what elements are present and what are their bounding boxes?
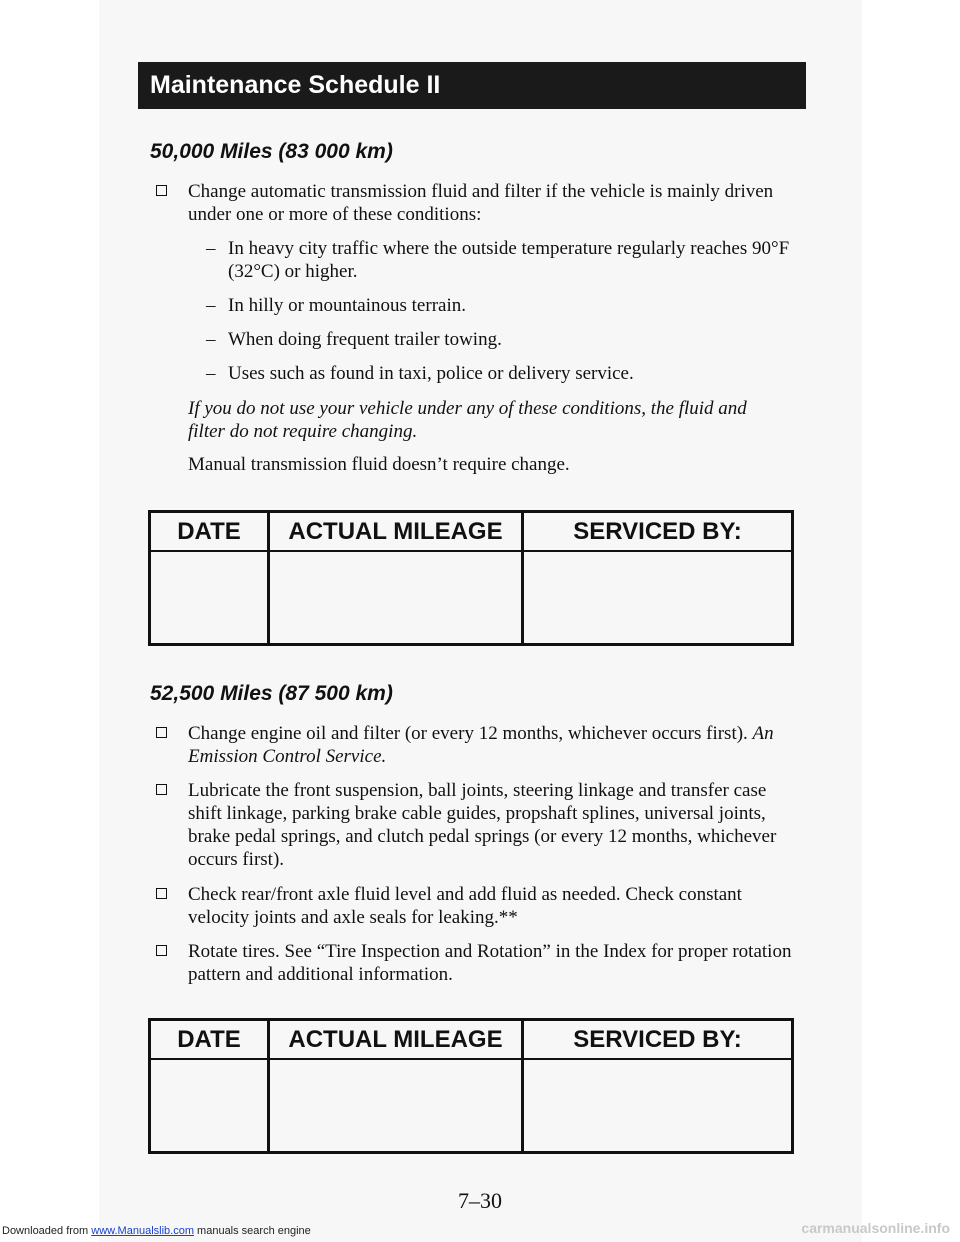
section-banner: Maintenance Schedule II <box>138 62 806 109</box>
dash-bullet: – <box>206 329 216 350</box>
table-row <box>151 552 791 643</box>
footer-prefix: Downloaded from <box>2 1225 89 1237</box>
table-header-row <box>151 1021 791 1060</box>
service-record-table <box>148 1018 794 1154</box>
date-cell[interactable] <box>151 1060 270 1151</box>
item-text: Change engine oil and filter (or every 12 months, whichever occurs first). <box>188 723 748 744</box>
checkbox-icon[interactable] <box>156 888 167 899</box>
table-header-row <box>151 513 791 552</box>
date-cell[interactable] <box>151 552 270 643</box>
condition-text: In heavy city traffic where the outside temperature regularly reaches 90°F (32°C) or higher. <box>228 238 790 282</box>
download-footer <box>2 1225 311 1237</box>
condition-text: In hilly or mountainous terrain. <box>228 295 466 316</box>
col-date: DATE <box>151 1021 270 1058</box>
item-text: Change automatic transmission fluid and filter if the vehicle is mainly driven under one or more of these conditions: <box>188 181 774 225</box>
condition-text: Uses such as found in taxi, police or delivery service. <box>228 363 634 384</box>
manual-transmission-note: Manual transmission fluid doesn’t require change. <box>188 454 570 475</box>
item-text: Rotate tires. See “Tire Inspection and Rotation” in the Index for proper rotation pattern and additional information. <box>188 941 792 985</box>
table-row <box>151 1060 791 1151</box>
item-text: Lubricate the front suspension, ball joints, steering linkage and transfer case shift linkage, parking brake cable guides, propshaft splines, universal joints, brake pedal springs, and clutch pedal springs (or every 12 months, whichever occurs first). <box>188 780 777 870</box>
dash-bullet: – <box>206 238 216 259</box>
col-actual-mileage: ACTUAL MILEAGE <box>270 513 524 550</box>
checkbox-icon[interactable] <box>156 945 167 956</box>
watermark: carmanualsonline.info <box>801 1220 950 1236</box>
footer-suffix: manuals search engine <box>197 1225 311 1237</box>
col-date: DATE <box>151 513 270 550</box>
page-number: 7–30 <box>458 1188 502 1213</box>
serviced-by-cell[interactable] <box>524 552 791 643</box>
interval-heading-50000: 50,000 Miles (83 000 km) <box>150 140 393 163</box>
service-record-table <box>148 510 794 646</box>
mileage-cell[interactable] <box>270 1060 524 1151</box>
checkbox-icon[interactable] <box>156 185 167 196</box>
mileage-cell[interactable] <box>270 552 524 643</box>
col-serviced-by: SERVICED BY: <box>573 518 742 545</box>
item-text: Check rear/front axle fluid level and add fluid as needed. Check constant velocity joints and axle seals for leaking.** <box>188 884 742 928</box>
col-serviced-by: SERVICED BY: <box>573 1026 742 1053</box>
interval-heading-52500: 52,500 Miles (87 500 km) <box>150 682 393 705</box>
serviced-by-cell[interactable] <box>524 1060 791 1151</box>
emission-control-note: An Emission Control Service. <box>188 723 774 767</box>
dash-bullet: – <box>206 295 216 316</box>
condition-note: If you do not use your vehicle under any of these conditions, the fluid and filter do not require changing. <box>188 398 747 442</box>
condition-text: When doing frequent trailer towing. <box>228 329 502 350</box>
col-actual-mileage: ACTUAL MILEAGE <box>270 1021 524 1058</box>
checkbox-icon[interactable] <box>156 727 167 738</box>
dash-bullet: – <box>206 363 216 384</box>
checkbox-icon[interactable] <box>156 784 167 795</box>
manualslib-link[interactable]: www.Manualslib.com <box>91 1225 194 1237</box>
